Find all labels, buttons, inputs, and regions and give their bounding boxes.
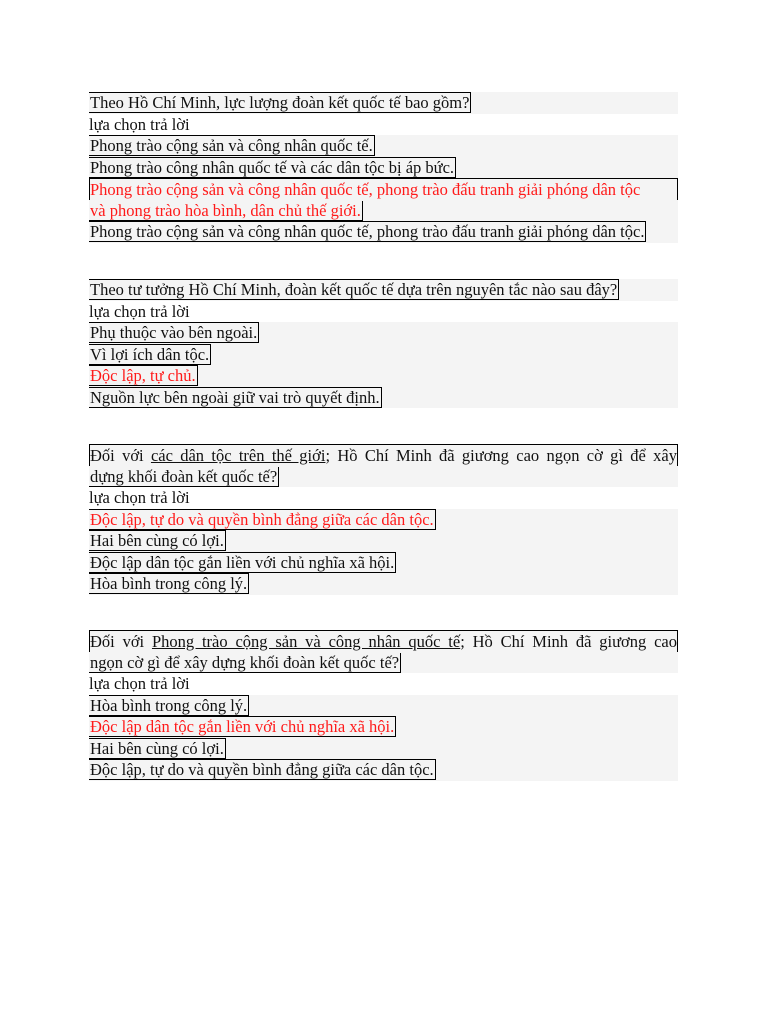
question-4-line-2 xyxy=(89,652,678,674)
question-2-text: Theo tư tưởng Hồ Chí Minh, đoàn kết quốc tế dựa trên nguyên tắc nào sau đây? xyxy=(90,280,618,299)
question-4-line-1 xyxy=(89,630,678,652)
answer-prompt-text: lựa chọn trả lời xyxy=(89,301,190,321)
q2-option-4 xyxy=(89,387,678,409)
q3-option-3-text: Độc lập dân tộc gắn liền với chủ nghĩa xã hội. xyxy=(90,552,395,572)
q4-option-3 xyxy=(89,738,678,760)
question-2-line xyxy=(89,279,678,301)
question-4-text-line-2: ngọn cờ gì để xây dựng khối đoàn kết quốc tế? xyxy=(90,652,400,672)
question-3-underlined: các dân tộc trên thế giới xyxy=(150,446,326,465)
q4-option-2 xyxy=(89,716,678,738)
q4-option-1-text: Hòa bình trong công lý. xyxy=(90,695,248,715)
q2-option-3 xyxy=(89,365,678,387)
q3-option-3 xyxy=(89,552,678,574)
question-3-line-2 xyxy=(89,466,678,488)
question-3-text-line-2: dựng khối đoàn kết quốc tế? xyxy=(90,466,278,486)
question-block-1 xyxy=(89,92,678,243)
q2-option-2 xyxy=(89,344,678,366)
answer-prompt-text: lựa chọn trả lời xyxy=(89,114,190,134)
question-1-text: Theo Hồ Chí Minh, lực lượng đoàn kết quốc tế bao gồm? xyxy=(90,93,470,112)
question-block-4 xyxy=(89,630,678,781)
q3-option-2-text: Hai bên cùng có lợi. xyxy=(90,531,224,550)
answer-prompt-1 xyxy=(89,114,678,136)
q4-option-4 xyxy=(89,759,678,781)
q1-option-3-text-line-2: và phong trào hòa bình, dân chủ thế giới. xyxy=(90,200,361,220)
q1-option-4-text: Phong trào cộng sản và công nhân quốc tế, phong trào đấu tranh giải phóng dân tộc. xyxy=(90,222,645,241)
q3-option-4 xyxy=(89,573,678,595)
q1-option-3-line-1 xyxy=(89,178,678,200)
q2-option-4-text: Nguồn lực bên ngoài giữ vai trò quyết định. xyxy=(90,387,380,407)
question-4-underlined: Phong trào cộng sản và công nhân quốc tế xyxy=(151,632,461,651)
question-3-part-1: Đối với xyxy=(90,446,151,465)
q1-option-2-text: Phong trào công nhân quốc tế và các dân tộc bị áp bức. xyxy=(90,157,455,177)
q3-option-1-text: Độc lập, tự do và quyền bình đẳng giữa các dân tộc. xyxy=(90,509,434,529)
q3-option-2 xyxy=(89,530,678,552)
q4-option-2-text: Độc lập dân tộc gắn liền với chủ nghĩa xã hội. xyxy=(90,717,395,736)
answer-prompt-3 xyxy=(89,487,678,509)
question-1-line xyxy=(89,92,678,114)
question-block-3 xyxy=(89,444,678,595)
q1-option-2 xyxy=(89,157,678,179)
q2-option-1 xyxy=(89,322,678,344)
q1-option-4 xyxy=(89,221,678,243)
answer-prompt-2 xyxy=(89,301,678,323)
q1-option-1 xyxy=(89,135,678,157)
q2-option-2-text: Vì lợi ích dân tộc. xyxy=(90,344,210,364)
answer-prompt-4 xyxy=(89,673,678,695)
question-block-2 xyxy=(89,279,678,408)
answer-prompt-text: lựa chọn trả lời xyxy=(89,674,190,693)
question-4-part-2: ; Hồ Chí Minh đã giương cao xyxy=(460,632,677,651)
q2-option-1-text: Phụ thuộc vào bên ngoài. xyxy=(90,323,258,342)
q4-option-4-text: Độc lập, tự do và quyền bình đẳng giữa các dân tộc. xyxy=(90,760,434,779)
answer-prompt-text: lựa chọn trả lời xyxy=(89,488,190,507)
q4-option-3-text: Hai bên cùng có lợi. xyxy=(90,738,224,758)
q1-option-3-text-line-1: Phong trào cộng sản và công nhân quốc tế, phong trào đấu tranh giải phóng dân tộc xyxy=(90,180,641,199)
q2-option-3-text: Độc lập, tự chủ. xyxy=(90,366,196,385)
q3-option-4-text: Hòa bình trong công lý. xyxy=(90,574,248,593)
question-4-part-1: Đối với xyxy=(90,632,152,651)
q4-option-1 xyxy=(89,695,678,717)
question-3-part-2: ; Hồ Chí Minh đã giương cao ngọn cờ gì để xây xyxy=(325,446,678,465)
question-3-line-1 xyxy=(89,444,678,466)
q3-option-1 xyxy=(89,509,678,531)
q1-option-3-line-2 xyxy=(89,200,678,222)
q1-option-1-text: Phong trào cộng sản và công nhân quốc tế. xyxy=(90,136,373,155)
